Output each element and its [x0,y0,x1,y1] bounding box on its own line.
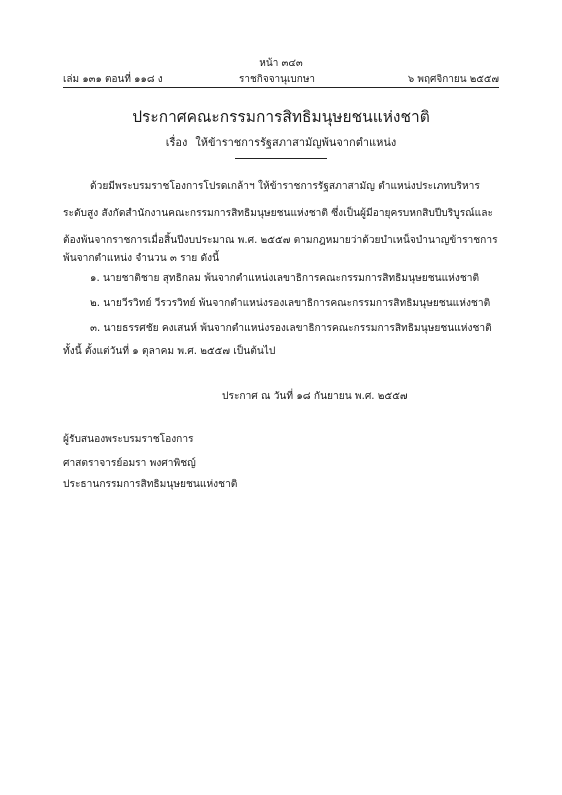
header-rule [63,87,499,88]
announcement-title: ประกาศคณะกรรมการสิทธิมนุษยชนแห่งชาติ [132,108,430,126]
list-item: ๑. นายชาติชาย สุทธิกลม พ้นจากตำแหน่งเลขาธิการคณะกรรมการสิทธิมนุษยชนแห่งชาติ [90,273,480,284]
publication-name: ราชกิจจานุเบกษา [239,74,316,85]
signatory-name: ศาสตราจารย์อมรา พงศาพิชญ์ [63,458,196,469]
title-divider [235,158,327,159]
list-item: ๒. นายวีรวิทย์ วีรวรวิทย์ พ้นจากตำแหน่งรองเลขาธิการคณะกรรมการสิทธิมนุษยชนแห่งชาติ [90,298,491,309]
announcement-subject [0,133,562,151]
gazette-header [63,72,499,86]
signature-line: ผู้รับสนองพระบรมราชโองการ [63,434,194,445]
paragraph-line: ต้องพ้นจากราชการเมื่อสิ้นปีงบประมาณ พ.ศ. ๒๕๕๗ ตามกฎหมายว่าด้วยบำเหน็จบำนาญข้าราชการ [63,235,498,246]
subject-text: ให้ข้าราชการรัฐสภาสามัญพ้นจากตำแหน่ง [195,136,397,149]
paragraph-line: ด้วยมีพระบรมราชโองการโปรดเกล้าฯ ให้ข้าราชการรัฐสภาสามัญ ตำแหน่งประเภทบริหาร [90,181,480,192]
volume-issue: เล่ม ๑๓๑ ตอนที่ ๑๑๘ ง [63,74,163,85]
effective-date: ทั้งนี้ ตั้งแต่วันที่ ๑ ตุลาคม พ.ศ. ๒๕๕๗ เป็นต้นไป [63,346,276,357]
paragraph-line: พ้นจากตำแหน่ง จำนวน ๓ ราย ดังนี้ [63,253,220,264]
publication-date: ๖ พฤศจิกายน ๒๕๕๗ [407,74,499,85]
page-number: หน้า ๓๔๓ [259,58,303,69]
announced-date: ประกาศ ณ วันที่ ๑๘ กันยายน พ.ศ. ๒๕๕๗ [222,391,408,402]
subject-label: เรื่อง [165,136,188,149]
list-item: ๓. นายธรรศชัย คงเสนห์ พ้นจากตำแหน่งรองเลขาธิการคณะกรรมการสิทธิมนุษยชนแห่งชาติ [90,323,492,334]
signatory-position: ประธานกรรมการสิทธิมนุษยชนแห่งชาติ [63,479,238,490]
paragraph-line: ระดับสูง สังกัดสำนักงานคณะกรรมการสิทธิมนุษยชนแห่งชาติ ซึ่งเป็นผู้มีอายุครบหกสิบปีบริบูรณ์และ [63,208,493,219]
